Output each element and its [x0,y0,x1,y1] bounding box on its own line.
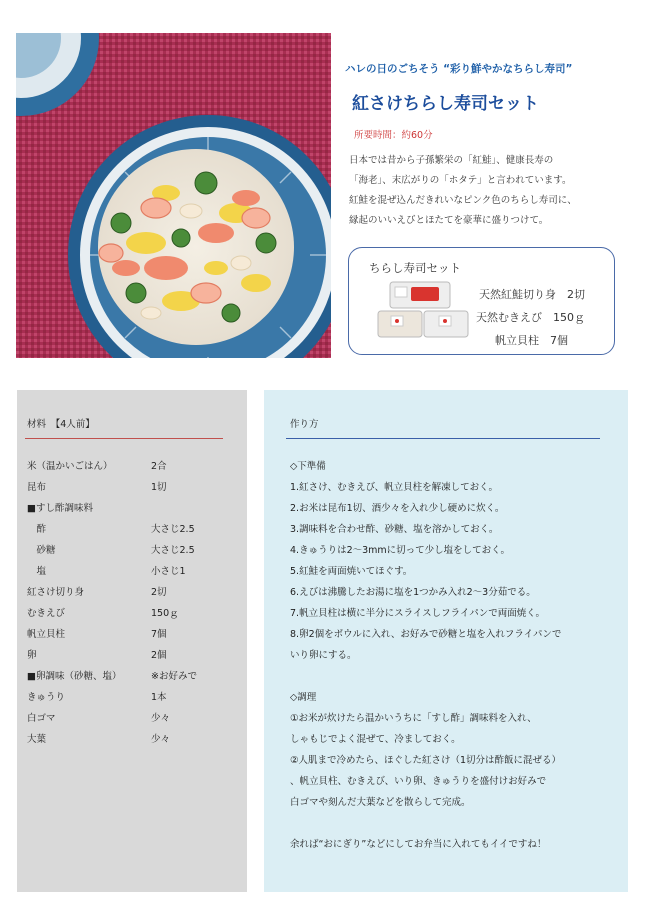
set-title: ちらし寿司セット [369,261,461,275]
ingredient-name: 白ゴマ [27,713,56,724]
set-item-scallop: 帆立貝柱 7個 [495,334,568,347]
set-contents-box [348,247,615,355]
method-line: ②人肌まで冷めたら、ほぐした紅さけ（1切分は酢飯に混ぜる） [290,755,562,766]
ingredient-amount: 少々 [151,713,171,724]
ingredient-name: 卵 [27,650,37,661]
method-line: 3.調味料を合わせ酢、砂糖、塩を溶かしておく。 [290,524,499,535]
ingredient-amount: 1本 [151,692,167,703]
recipe-intro [349,151,634,231]
method-line: 、帆立貝柱、むきえび、いり卵、きゅうりを盛付けお好みで [290,776,547,787]
ingredient-name: 昆布 [27,482,47,493]
ingredient-name: むきえび [27,608,66,619]
method-line: 8.卵2個をボウルに入れ、お好みで砂糖と塩を入れフライパンで [290,629,562,640]
ingredient-amount: 大さじ2.5 [151,545,195,556]
method-line: 7.帆立貝柱は横に半分にスライスしフライパンで両面焼く。 [290,608,546,619]
method-line: 5.紅鮭を両面焼いてほぐす。 [290,566,413,577]
ingredient-amount: 150ｇ [151,608,179,619]
ingredient-amount: 小さじ1 [151,566,186,577]
method-line: 2.お米は昆布1切、酒少々を入れ少し硬めに炊く。 [290,503,505,514]
method-line: 余れば“おにぎり”などにしてお弁当に入れてもイイですね！ [290,839,547,850]
ingredients-divider [25,438,223,439]
set-item-salmon: 天然紅鮭切り身 2切 [479,288,585,301]
recipe-title: 紅さけちらし寿司セット [352,94,539,114]
ingredients-header: 材料 【4人前】 [27,419,95,430]
salmon-package-image [389,281,451,309]
intro-line: 紅鮭を混ぜ込んだきれいなピンク色のちらし寿司に、 [349,195,577,206]
ingredient-name: 砂糖 [27,545,56,556]
method-line: ◇下準備 [290,461,326,472]
chirashi-sushi-photo [16,33,331,358]
ingredient-name: ■卵調味（砂糖、塩） [27,671,122,682]
ingredient-name: 紅さけ切り身 [27,587,85,598]
set-item-shrimp: 天然むきえび 150ｇ [476,311,585,324]
ingredients-panel [17,390,247,892]
ingredient-amount: ※お好みで [151,671,197,682]
ingredient-name: 大葉 [27,734,47,745]
ingredient-amount: 2切 [151,587,167,598]
method-header: 作り方 [290,419,319,430]
method-panel [264,390,628,892]
ingredient-name: 帆立貝柱 [27,629,66,640]
ingredient-amount: 1切 [151,482,167,493]
method-line: 6.えびは沸騰したお湯に塩を1つかみ入れ2～3分茹でる。 [290,587,536,598]
ingredient-name: きゅうり [27,692,66,703]
ingredient-name: 酢 [27,524,47,535]
method-line: ◇調理 [290,692,317,703]
method-line: 4.きゅうりは2～3mmに切って少し塩をしておく。 [290,545,510,556]
intro-line: 日本では昔から子孫繁栄の「紅鮭」、健康長寿の [349,155,554,166]
ingredient-name: ■すし酢調味料 [27,503,93,514]
recipe-subtitle: ハレの日のごちそう “彩り鮮やかなちらし寿司” [345,63,573,75]
ingredient-amount: 7個 [151,629,167,640]
ingredient-name: 塩 [27,566,47,577]
method-line: 白ゴマや刻んだ大葉などを散らして完成。 [290,797,471,808]
ingredient-name: 米（温かいごはん） [27,461,113,472]
ingredient-amount: 2個 [151,650,167,661]
method-divider [286,438,600,439]
ingredient-amount: 少々 [151,734,171,745]
shrimp-package-image [377,310,423,338]
scallop-package-image [423,310,469,338]
method-line: ①お米が炊けたら温かいうちに「すし酢」調味料を入れ、 [290,713,537,724]
intro-line: 縁起のいいえびとほたてを豪華に盛りつけて。 [349,215,549,226]
method-line: 1.紅さけ、むきえび、帆立貝柱を解凍しておく。 [290,482,498,493]
ingredient-amount: 2合 [151,461,167,472]
method-line: いり卵にする。 [290,650,357,661]
intro-line: 「海老」、末広がりの「ホタテ」と言われています。 [349,175,572,186]
prep-time: 所要時間：約60分 [354,130,433,141]
method-line: しゃもじでよく混ぜて、冷ましておく。 [290,734,461,745]
ingredient-amount: 大さじ2.5 [151,524,195,535]
